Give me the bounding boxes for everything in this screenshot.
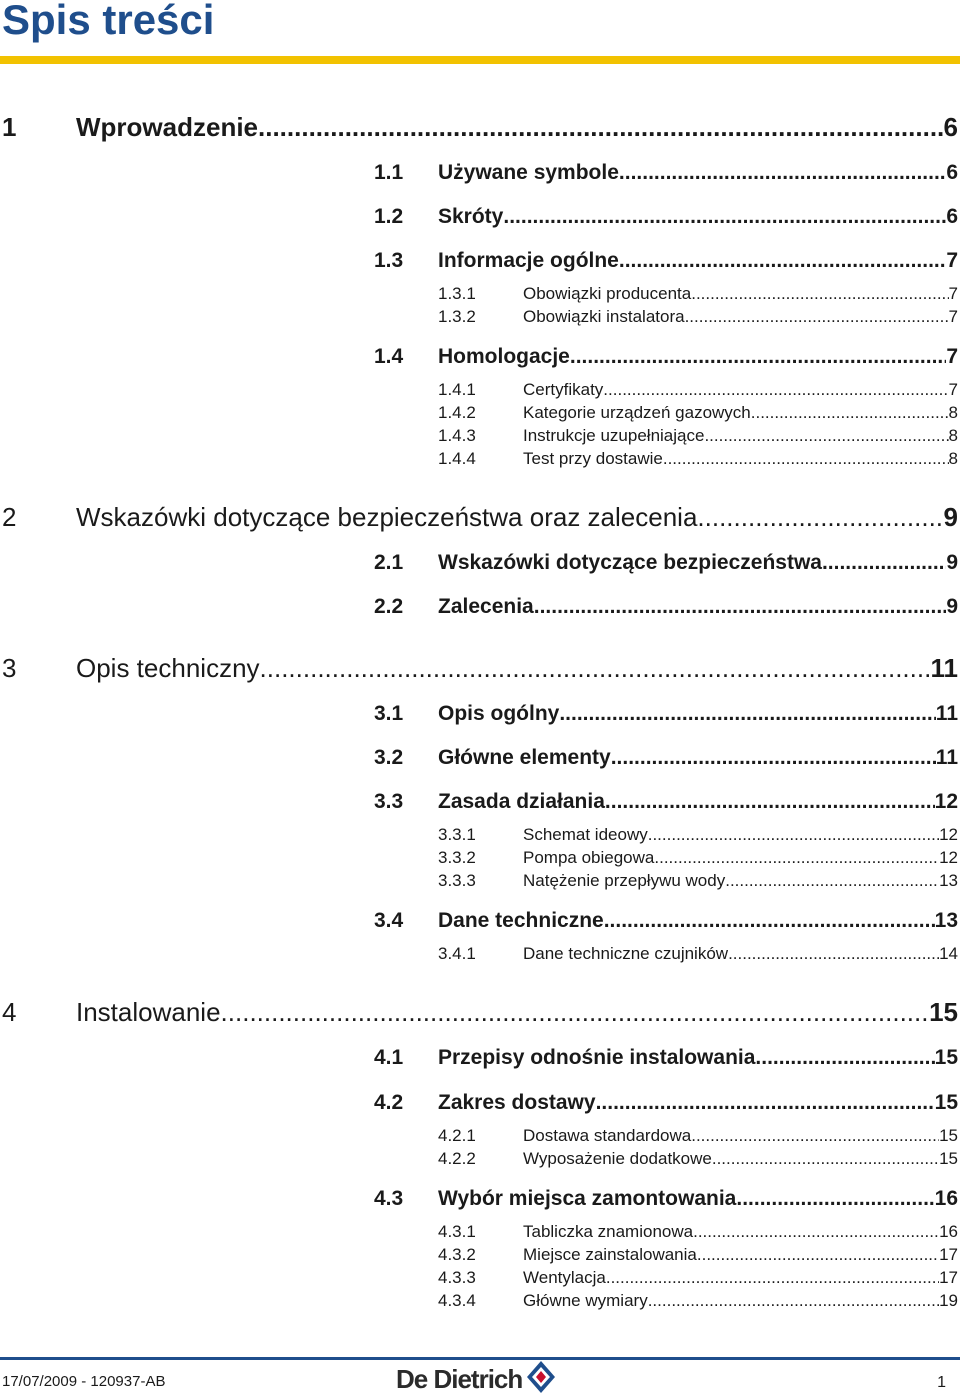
toc-number: 3.3.2 bbox=[438, 848, 476, 867]
toc-title: Pompa obiegowa bbox=[523, 848, 655, 867]
toc-entry-4-3-2[interactable] bbox=[438, 1245, 958, 1265]
toc-leader bbox=[654, 848, 939, 868]
toc-number: 4.3.2 bbox=[438, 1245, 476, 1264]
toc-leader bbox=[596, 1091, 935, 1115]
toc-entry-1-4[interactable] bbox=[374, 345, 958, 369]
toc-number: 3.4.1 bbox=[438, 944, 476, 963]
toc-page: 14 bbox=[939, 944, 958, 963]
toc-page: 12 bbox=[939, 825, 958, 844]
toc-leader bbox=[260, 653, 931, 684]
toc-page: 17 bbox=[939, 1268, 958, 1287]
toc-number: 1 bbox=[2, 112, 17, 142]
toc-leader bbox=[697, 1245, 939, 1265]
toc-entry-2-1[interactable] bbox=[374, 551, 958, 575]
toc-entry-3-3-1[interactable] bbox=[438, 825, 958, 845]
toc-page: 9 bbox=[946, 551, 958, 574]
toc-page: 7 bbox=[948, 380, 958, 399]
toc-page: 7 bbox=[946, 249, 958, 272]
brand-logo bbox=[396, 1360, 556, 1398]
toc-leader bbox=[606, 1268, 939, 1288]
toc-leader bbox=[570, 345, 946, 369]
toc-leader bbox=[611, 746, 936, 770]
toc-leader bbox=[559, 702, 935, 726]
toc-title: Tabliczka znamionowa bbox=[523, 1222, 694, 1241]
toc-page: 7 bbox=[948, 307, 958, 326]
toc-leader bbox=[755, 1046, 934, 1070]
toc-title: Zakres dostawy bbox=[438, 1091, 596, 1114]
toc-title: Opis techniczny bbox=[76, 653, 260, 683]
toc-number: 4.3.1 bbox=[438, 1222, 476, 1241]
toc-leader bbox=[725, 871, 939, 891]
toc-number: 3 bbox=[2, 653, 17, 683]
toc-number: 3.4 bbox=[374, 909, 404, 932]
toc-entry-4-3-3[interactable] bbox=[438, 1268, 958, 1288]
toc-leader bbox=[822, 551, 946, 575]
toc-title: Wskazówki dotyczące bezpieczeństwa bbox=[438, 551, 822, 574]
toc-leader bbox=[691, 284, 948, 304]
toc-number: 4.3.4 bbox=[438, 1291, 476, 1310]
toc-page: 12 bbox=[934, 790, 958, 813]
toc-page: 19 bbox=[939, 1291, 958, 1310]
toc-leader bbox=[503, 205, 946, 229]
toc-number: 2 bbox=[2, 502, 17, 532]
toc-title: Zalecenia bbox=[438, 595, 534, 618]
toc-title: Wskazówki dotyczące bezpieczeństwa oraz zalecenia bbox=[76, 502, 698, 532]
toc-entry-3[interactable] bbox=[2, 653, 958, 684]
toc-title: Używane symbole bbox=[438, 161, 619, 184]
toc-title: Informacje ogólne bbox=[438, 249, 619, 272]
toc-leader bbox=[648, 825, 939, 845]
toc-entry-1-3-2[interactable] bbox=[438, 307, 958, 327]
toc-number: 4 bbox=[2, 997, 17, 1027]
toc-number: 4.1 bbox=[374, 1046, 404, 1069]
toc-title: Dane techniczne bbox=[438, 909, 604, 932]
toc-entry-3-3[interactable] bbox=[374, 790, 958, 814]
toc-page: 15 bbox=[939, 1149, 958, 1168]
toc-entry-1[interactable] bbox=[2, 112, 958, 143]
toc-leader bbox=[619, 161, 946, 185]
toc-number: 3.3 bbox=[374, 790, 404, 813]
diamond-logo-icon bbox=[526, 1360, 556, 1399]
toc-page: 8 bbox=[948, 403, 958, 422]
toc-leader bbox=[751, 403, 949, 423]
toc-page: 9 bbox=[943, 502, 958, 532]
toc-title: Natężenie przepływu wody bbox=[523, 871, 726, 890]
toc-title: Obowiązki instalatora bbox=[523, 307, 685, 326]
toc-number: 4.3.3 bbox=[438, 1268, 476, 1287]
toc-number: 3.1 bbox=[374, 702, 404, 725]
toc-title: Certyfikaty bbox=[523, 380, 604, 399]
toc-title: Wyposażenie dodatkowe bbox=[523, 1149, 712, 1168]
toc-entry-1-3[interactable] bbox=[374, 249, 958, 273]
toc-page: 7 bbox=[948, 284, 958, 303]
toc-number: 3.3.3 bbox=[438, 871, 476, 890]
toc-leader bbox=[685, 307, 949, 327]
toc-title: Dane techniczne czujników bbox=[523, 944, 729, 963]
toc-leader bbox=[619, 249, 946, 273]
toc-title: Wybór miejsca zamontowania bbox=[438, 1187, 737, 1210]
toc-number: 1.3.2 bbox=[438, 307, 476, 326]
toc-title: Homologacje bbox=[438, 345, 570, 368]
toc-leader bbox=[648, 1291, 939, 1311]
toc-page: 16 bbox=[934, 1187, 958, 1210]
toc-title: Skróty bbox=[438, 205, 504, 228]
toc-number: 1.4.3 bbox=[438, 426, 476, 445]
toc-leader bbox=[736, 1187, 934, 1211]
toc-entry-4-2-2[interactable] bbox=[438, 1149, 958, 1169]
toc-page: 11 bbox=[935, 702, 958, 725]
toc-page: 6 bbox=[946, 161, 958, 184]
toc-leader bbox=[604, 909, 935, 933]
toc-page: 9 bbox=[946, 595, 958, 618]
toc-title: Przepisy odnośnie instalowania bbox=[438, 1046, 756, 1069]
toc-leader bbox=[693, 1222, 939, 1242]
toc-title: Test przy dostawie bbox=[523, 449, 663, 468]
toc-entry-3-1[interactable] bbox=[374, 702, 958, 726]
toc-page: 11 bbox=[935, 746, 958, 769]
toc-entry-3-4-1[interactable] bbox=[438, 944, 958, 964]
toc-number: 1.2 bbox=[374, 205, 404, 228]
toc-leader bbox=[534, 595, 947, 619]
toc-page: 13 bbox=[934, 909, 958, 932]
brand-name: De Dietrich bbox=[396, 1363, 523, 1394]
toc-page: 11 bbox=[930, 653, 958, 683]
toc-entry-1-4-3[interactable] bbox=[438, 426, 958, 446]
toc-number: 1.4.2 bbox=[438, 403, 476, 422]
toc-number: 2.1 bbox=[374, 551, 404, 574]
toc-number: 3.3.1 bbox=[438, 825, 476, 844]
toc-number: 1.4.1 bbox=[438, 380, 476, 399]
toc-leader bbox=[728, 944, 939, 964]
toc-leader bbox=[712, 1149, 939, 1169]
toc-number: 1.4.4 bbox=[438, 449, 476, 468]
toc-number: 1.4 bbox=[374, 345, 404, 368]
toc-title: Główne elementy bbox=[438, 746, 611, 769]
page-title: Spis treści bbox=[2, 0, 215, 43]
toc-page: 6 bbox=[946, 205, 958, 228]
toc-title: Wprowadzenie bbox=[76, 112, 259, 142]
toc-number: 2.2 bbox=[374, 595, 404, 618]
toc-number: 4.2.1 bbox=[438, 1126, 476, 1145]
toc-entry-4-2-1[interactable] bbox=[438, 1126, 958, 1146]
toc-number: 1.3 bbox=[374, 249, 404, 272]
toc-page: 13 bbox=[939, 871, 958, 890]
toc-page: 15 bbox=[939, 1126, 958, 1145]
toc-page: 15 bbox=[934, 1046, 958, 1069]
toc-page: 6 bbox=[943, 112, 958, 142]
toc-number: 1.3.1 bbox=[438, 284, 476, 303]
toc-entry-2[interactable] bbox=[2, 502, 958, 533]
toc-title: Dostawa standardowa bbox=[523, 1126, 692, 1145]
toc-title: Zasada działania bbox=[438, 790, 605, 813]
toc-entry-3-3-3[interactable] bbox=[438, 871, 958, 891]
toc-leader bbox=[603, 380, 948, 400]
toc-title: Opis ogólny bbox=[438, 702, 560, 725]
toc-entry-4-2[interactable] bbox=[374, 1091, 958, 1115]
toc-entry-1-4-1[interactable] bbox=[438, 380, 958, 400]
toc-leader bbox=[605, 790, 935, 814]
toc-title: Obowiązki producenta bbox=[523, 284, 692, 303]
toc-title: Wentylacja bbox=[523, 1268, 606, 1287]
toc-entry-4-1[interactable] bbox=[374, 1046, 958, 1070]
toc-title: Główne wymiary bbox=[523, 1291, 648, 1310]
toc-page: 8 bbox=[948, 426, 958, 445]
toc-page: 8 bbox=[948, 449, 958, 468]
toc-leader bbox=[258, 112, 944, 143]
toc-title: Instalowanie bbox=[76, 997, 221, 1027]
toc-entry-3-4[interactable] bbox=[374, 909, 958, 933]
toc-page: 12 bbox=[939, 848, 958, 867]
toc-entry-1-1[interactable] bbox=[374, 161, 958, 185]
toc-number: 4.2 bbox=[374, 1091, 404, 1114]
toc-leader bbox=[691, 1126, 939, 1146]
toc-number: 4.2.2 bbox=[438, 1149, 476, 1168]
toc-entry-1-3-1[interactable] bbox=[438, 284, 958, 304]
toc-title: Schemat ideowy bbox=[523, 825, 648, 844]
toc-entry-4-3-4[interactable] bbox=[438, 1291, 958, 1311]
toc-entry-4-3-1[interactable] bbox=[438, 1222, 958, 1242]
toc-page: 16 bbox=[939, 1222, 958, 1241]
toc-entry-4[interactable] bbox=[2, 997, 958, 1028]
toc-number: 1.1 bbox=[374, 161, 404, 184]
toc-page: 15 bbox=[934, 1091, 958, 1114]
title-underline bbox=[0, 56, 960, 64]
toc-leader bbox=[663, 449, 949, 469]
toc-entry-2-2[interactable] bbox=[374, 595, 958, 619]
toc-entry-4-3[interactable] bbox=[374, 1187, 958, 1211]
footer-document-ref: 17/07/2009 - 120937-AB bbox=[2, 1373, 166, 1390]
toc-entry-1-4-4[interactable] bbox=[438, 449, 958, 469]
toc-entry-1-2[interactable] bbox=[374, 205, 958, 229]
toc-title: Miejsce zainstalowania bbox=[523, 1245, 697, 1264]
page-number: 1 bbox=[937, 1374, 946, 1391]
toc-entry-3-2[interactable] bbox=[374, 746, 958, 770]
toc-page: 15 bbox=[929, 997, 958, 1027]
toc-entry-1-4-2[interactable] bbox=[438, 403, 958, 423]
toc-number: 4.3 bbox=[374, 1187, 404, 1210]
toc-title: Instrukcje uzupełniające bbox=[523, 426, 705, 445]
toc-leader bbox=[221, 997, 930, 1028]
toc-number: 3.2 bbox=[374, 746, 404, 769]
toc-page: 17 bbox=[939, 1245, 958, 1264]
toc-leader bbox=[697, 502, 943, 533]
toc-page: 7 bbox=[946, 345, 958, 368]
toc-title: Kategorie urządzeń gazowych bbox=[523, 403, 751, 422]
toc-leader bbox=[704, 426, 948, 446]
toc-entry-3-3-2[interactable] bbox=[438, 848, 958, 868]
